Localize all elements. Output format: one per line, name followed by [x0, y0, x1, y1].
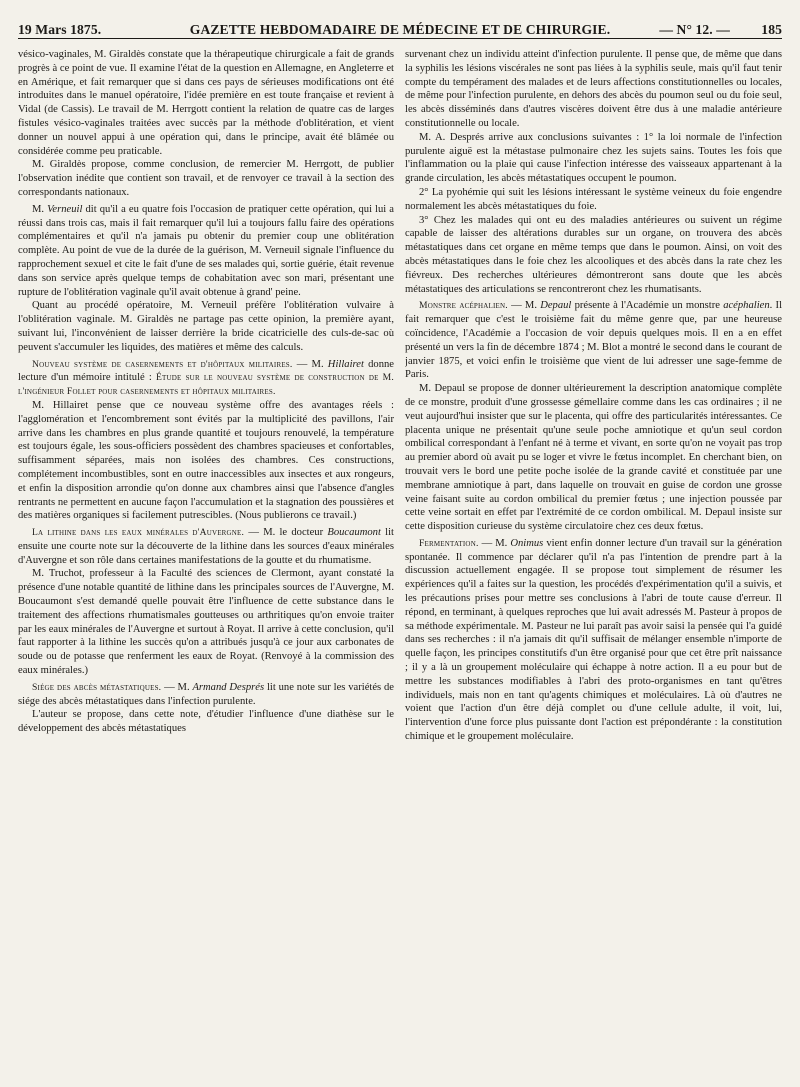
- speaker-name: Hillairet: [327, 358, 364, 370]
- paragraph: M. Hillairet pense que ce nouveau système offre des avantages réels : l'agglomération et l'encombrement sont évités par la multiplicité des pavillons, l'air arrive dans les chambres en plus grande quantité et toujours renouvelé, la température est toujours égale, les sous-officiers possèdent des chambres spacieuses et confortables, suffisamment séparées, mais non isolées des chambres. Ces constructions, complétement incombustibles, sont en outre inaccessibles aux insectes et aux rongeurs, et enfin la disposition arrondie qu'on donne aux chambres ainsi que l'absence d'angles rentrants ne permettent en aucune façon l'accumulation et la stagnation des poussières et des matières organiques si facilement putrescibles. (Nous publierons ce travail.): [18, 399, 394, 522]
- text-run: lit une note sur les variétés de siége des abcès métastatiques dans l'infection purulente.: [18, 681, 394, 707]
- text-run: M.: [32, 203, 48, 215]
- paragraph: M. A. Després arrive aux conclusions suivantes : 1° la loi normale de l'infection purulente aiguë est la métastase pulmonaire chez les sujets sains. Toutes les fois que l'inflammation ou la plaie qui cause l'infection intéresse des vaisseaux appartenant à la grande circulation, les abcès métastatiques occupent le poumon.: [405, 131, 782, 185]
- section-paragraph: [18, 526, 394, 567]
- speaker-name: Armand Després: [192, 681, 265, 693]
- paragraph: 3° Chez les malades qui ont eu des maladies antérieures ou suivent un régime capable de laisser des altérations durables sur un organe, on trouvera des abcès métastatiques dans cet organe en même temps que dans le poumon. Ainsi, on voit des abcès métastatiques dans le foie chez les alcooliques et des abcès dans la rate chez les fiévreux. Des recherches ultérieures démontreront sans doute que les abcès métastatiques des articulations se rencontreront chez les rhumatisants.: [405, 214, 782, 295]
- paragraph: M. Truchot, professeur à la Faculté des sciences de Clermont, ayant constaté la présence d'une notable quantité de lithine dans les principales sources de l'Auvergne, M. Boucaumont s'est demandé quelle pouvait être l'influence de cette substance dans le traitement des affections rhumatismales goutteuses ou arthritiques qu'on envoie traiter par les eaux minérales de l'Auvergne et surtout à Royat. Il arrive à cette conclusion, qu'il faut rapporter à la lithine les succès qu'on a attribués jusqu'à ce jour aux carbonates de soude ou de potasse que renferment les eaux de Royat. (Renvoyé à la commission des eaux minérales.): [18, 568, 394, 677]
- text-run: — M.: [292, 358, 328, 370]
- memoir-title: Étude sur le nouveau système de construction de M. l'ingénieur Follet pour casernements et hôpitaux militaires.: [18, 372, 394, 398]
- section-paragraph: [405, 299, 782, 382]
- text-run: présente à l'Académie un monstre: [571, 300, 724, 312]
- speaker-name: Verneuil: [47, 203, 83, 215]
- text-run: — M. le docteur: [244, 527, 328, 539]
- text-run: dit qu'il a eu quatre fois l'occasion de pratiquer cette opération, qui lui a réussi dans trois cas, mais il fait remarquer qu'il lui a toujours fallu faire des opérations complémentaires et qu'il n'a jamais pu obtenir du premier coup une oblitération complète. Au point de vue de la durée de la guérison, M. Verneuil signale l'influence du rapprochement sexuel et cite le fait d'une de ses malades qui, sortie guérie, était revenue dans son service après quelque temps de cohabitation avec son mari, présentant une rupture de l'oblitération vaginale qu'il avait obtenue à grand' peine.: [18, 203, 394, 298]
- section-heading: La lithine dans les eaux minérales d'Auvergne.: [32, 527, 245, 539]
- speaker-name: Boucaumont: [327, 527, 381, 539]
- section-heading: Siége des abcès métastatiques.: [32, 681, 162, 693]
- running-header: [18, 8, 782, 39]
- text-run: lit ensuite une courte note sur la découverte de la lithine dans les sources d'eaux minérales d'Auvergne et son rôle dans certaines manifestations de la goutte et du rhumatisme.: [18, 527, 394, 566]
- right-column: [405, 48, 782, 1078]
- header-date: 19 Mars 1875.: [18, 22, 102, 37]
- paragraph: L'auteur se propose, dans cette note, d'étudier l'influence d'une diathèse sur le développement des abcès métastatiques: [18, 709, 394, 735]
- text-run: — M.: [507, 300, 541, 312]
- section-paragraph: [405, 537, 782, 744]
- paragraph: 2° La pyohémie qui suit les lésions intéressant le système veineux du foie engendre normalement les abcès métastatiques du foie.: [405, 186, 782, 212]
- paragraph: Quant au procédé opératoire, M. Verneuil préfère l'oblitération vulvaire à l'oblitération vaginale. M. Giraldès ne partage pas cette opinion, la première ayant, suivant lui, l'inconvénient de laisser derrière la bride cicatricielle des culs-de-sac où peuvent s'accumuler les liquides, des matières et même des calculs.: [18, 300, 394, 353]
- text-run: . Il fait remarquer que c'est le troisième fait du même genre que, par une heureuse coïncidence, l'Académie a l'occasion de voir depuis quelques mois. Il en a en effet présenté un vers la fin de décembre 1874 ; M. Blot a montré le second dans le courant de janvier 1875, et voici enfin le troisième que vient de lui adresser une sage-femme de Paris.: [405, 300, 782, 381]
- section-heading: Fermentation.: [419, 537, 479, 549]
- paragraph: survenant chez un individu atteint d'infection purulente. Il pense que, de même que dans la syphilis les lésions viscérales ne sont pas liées à la syphilis seule, mais qu'il faut tenir compte du tempérament des malades et de leurs affections constitutionnelles ou locales, de même pour l'infection purulente, en dehors des abcès du poumon seul ou du foie seul, les abcès disséminés dans d'autres viscères doivent être dus à une maladie antérieure constitutionnelle ou locale.: [405, 49, 782, 129]
- section-heading: Nouveau système de casernements et d'hôpitaux militaires.: [32, 358, 293, 370]
- section-paragraph: [18, 358, 394, 399]
- paragraph: vésico-vaginales, M. Giraldès constate que la thérapeutique chirurgicale a fait de grands progrès à ce point de vue. Il examine l'état de la question en Allemagne, en Angleterre et en Amérique, et fait remarquer que si dans ces pays de sérieuses modifications ont été introduites dans le manuel opératoire, l'idée première en est toute française et revient à Vidal (de Cassis). Le travail de M. Herrgott contient la relation de quatre cas de larges fistules vésico-vaginales traitées avec succès par la méthode d'oblitération, et vient donner un nouvel appui à une opération qui, dans le principe, avait été blâmée ou considérée comme peu praticable.: [18, 49, 394, 157]
- issue-number: — N° 12. —: [659, 22, 730, 37]
- paragraph: [18, 203, 394, 300]
- text-run: donne lecture d'un mémoire intitulé :: [18, 358, 394, 384]
- journal-title: GAZETTE HEBDOMADAIRE DE MÉDECINE ET DE CHIRURGIE.: [189, 22, 611, 37]
- term: acéphalien: [723, 300, 770, 312]
- paragraph: M. Giraldès propose, comme conclusion, de remercier M. Herrgott, de publier l'observation inédite que contient son travail, et de renvoyer ce travail à la section des correspondants nationaux.: [18, 159, 394, 198]
- page-number: 185: [761, 22, 782, 37]
- speaker-name: Onimus: [510, 537, 544, 549]
- paragraph: M. Depaul se propose de donner ultérieurement la description anatomique complète de ce monstre, produit d'une grossesse gémellaire comme dans les cas ordinaires ; il ne veut aujourd'hui insister que sur le placenta, qui offre des particularités intéressantes. Ce placenta unique ne présentait qu'une seule poche amniotique et qu'un seul cordon ombilical correspondant à l'enfant né à terme et vivant, en sorte qu'on ne voyait pas trop au premier abord où avait pu se loger et vivre le fœtus incomplet. En cherchant bien, on trouvait vers le bord une petite poche isolée de la grande cavité et constituée par une membrane amniotique à part, dans laquelle on trouvait en guise de cordon une grosse veine faisant suite au cordon ombilical du premier fœtus ; une injection poussée par cette veine sortait en effet par l'extrémité de ce cordon ombilical. M. Depaul insiste sur cette disposition curieuse du système circulatoire chez ces deux fœtus.: [405, 383, 782, 533]
- text-run: — M.: [478, 537, 511, 549]
- section-heading: Monstre acéphalien.: [419, 300, 508, 312]
- text-run: vient enfin donner lecture d'un travail sur la génération spontanée. Il commence par déclarer qu'il n'a pas l'intention de prendre part à la discussion actuellement engagée. Il se propose tout simplement de résumer les expériences qu'il a faites sur la question, les procédés d'expérimentation qu'il a suivis, et les précautions prises pour mettre ses conclusions à l'abri de toute cause d'erreur. Il répond, en terminant, à quelques reproches que lui avait adressés M. Pasteur à propos de sa méthode expérimentale. M. Pasteur ne lui paraît pas avoir saisi la pensée qui l'a guidé dans ses recherches : il n'a jamais dit qu'il suffisait de mélanger ensemble n'importe de quelle façon, les principes constitutifs d'un être organisé pour que cet être prît naissance ; il y a là un groupement moléculaire qui échappe à notre action. Il a eu pour but de mettre les substances modifiables à l'abri des proto-organismes en tant qu'êtres individuels, mais non en tant qu'agents chimiques et moléculaires. Là où d'autres ne voient que l'action d'un être déjà complet ou d'une cellule adulte, il voit, lui, l'intervention d'une force plus puissante dont l'action est prépondérante : la constitution chimique et le groupement moléculaire.: [405, 537, 782, 743]
- section-paragraph: [18, 681, 394, 709]
- text-run: — M.: [161, 681, 193, 693]
- left-column: [18, 48, 394, 1078]
- speaker-name: Depaul: [540, 300, 572, 312]
